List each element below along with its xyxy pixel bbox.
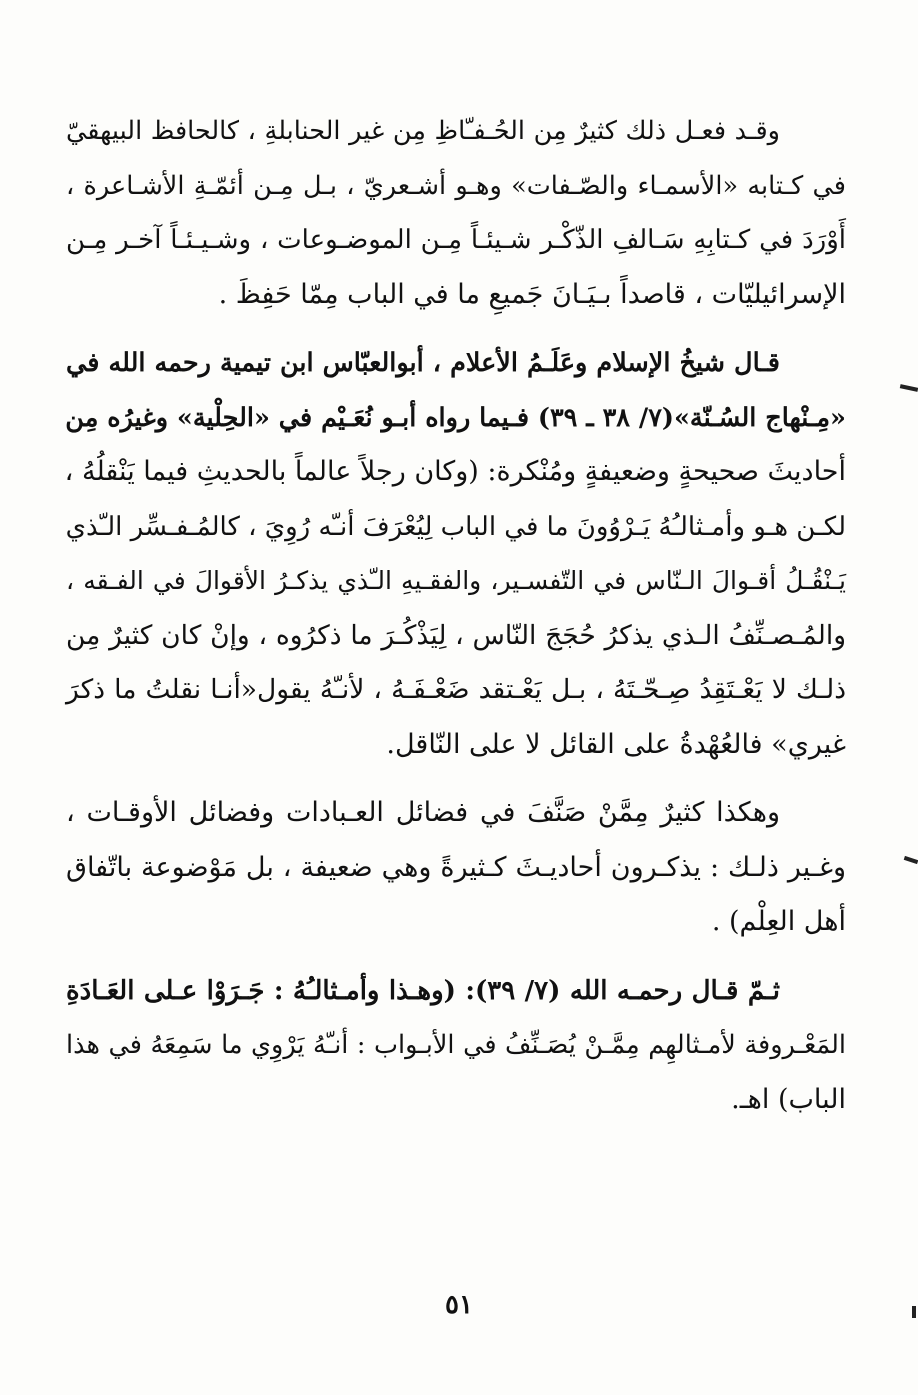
paragraph-1 [66,104,846,322]
scan-mark [900,384,918,392]
page-number: ٥١ [445,1290,473,1320]
text-line: ذلـك لا يَعْـتَقِدُ صِـحّـتَهُ ، بـل يَعْـتقد ضَعْـفَـهُ ، لأنـّهُ يقول«أنـا نقلتُ ما ذكرَ [66,674,846,705]
scan-mark [904,856,918,864]
text-line: المَعْـروفة لأمـثالهِم مِمَّـنْ يُصَـنِّفُ في الأبـواب : أنـّهُ يَرْوِي ما سَمِعَهُ في هذا [66,1030,846,1060]
paragraph-2 [66,336,846,772]
text-line: يَـنْقُـلُ أقـوالَ الـنّاس في التّفسـير، والفقـيهِ الـّذي يذكـرُ الأقوالَ في الفـقه ، [66,566,846,595]
body-text [66,104,846,1141]
paragraph-3 [66,786,846,950]
text-line: ثـمّ قـال رحمـه الله (٧/ ٣٩): (وهـذا وأمـثالـُهُ : جَـرَوْا عـلى العَـادَةِ [66,975,780,1006]
scan-mark [912,1306,916,1318]
text-line: والمُـصـنِّفُ الـذي يذكرُ حُجَجَ النّاس ، لِيَذْكُـرَ ما ذكرُوه ، وإنْ كان كثيرٌ مِن [66,619,846,651]
text-line: قـال شيخُ الإسلام وعَلَـمُ الأعلام ، أبوالعبّاس ابن تيمية رحمه الله في [66,348,780,378]
text-line: وقـد فعـل ذلك كثيرٌ مِن الحُـفـّاظِ مِن غير الحنابلةِ ، كالحافظ البيهقيّ [66,116,780,146]
text-line: الإسرائيليّات ، قاصداً بـيَـانَ جَميعِ ما في الباب مِمّا حَفِظَ . [218,278,846,310]
text-line: وغـير ذلـك : يذكـرون أحاديـثَ كـثيرةً وهي ضعيفة ، بل مَوْضوعة باتّفاق [66,851,846,883]
text-line: لكـن هـو وأمـثالـُهُ يَـرْوُونَ ما في الباب لِيُعْرَفَ أنـّه رُوِيَ ، كالمُـفـسِّر الـّذي [65,511,846,542]
text-line: أَوْرَدَ في كـتابِهِ سَـالفِ الذّكْـر شـيئـاً مِـن الموضـوعات ، وشـيـئـاً آخـر مِـن [66,225,846,255]
text-line: في كـتابه «الأسمـاء والصّـفات» وهـو أشـعريّ ، بـل مِـن أئمّـةِ الأشـاعرة ، [66,170,846,201]
text-line: أهل العِلْم) . [711,906,846,937]
text-line: الباب) اهـ. [731,1083,846,1115]
paragraph-4 [66,964,846,1128]
text-line: أحاديثَ صحيحةٍ وضعيفةٍ ومُنْكرة: (وكان رجلاً عالماً بالحديثِ فيما يَنْقلُهُ ، [64,456,846,487]
text-line: غيري» فالعُهْدةُ على القائل لا على النّاقل. [386,728,846,760]
text-line: «مِـنْهاج السُـنّة»(٧/ ٣٨ ـ ٣٩) فـيما رواه أبـو نُعَـيْم في «الحِلْية» وغيرُه مِن [65,402,846,433]
text-line: وهكذا كثيرٌ مِمَّنْ صَنَّفَ في فضائل العـبادات وفضائل الأوقـات ، [66,797,780,828]
